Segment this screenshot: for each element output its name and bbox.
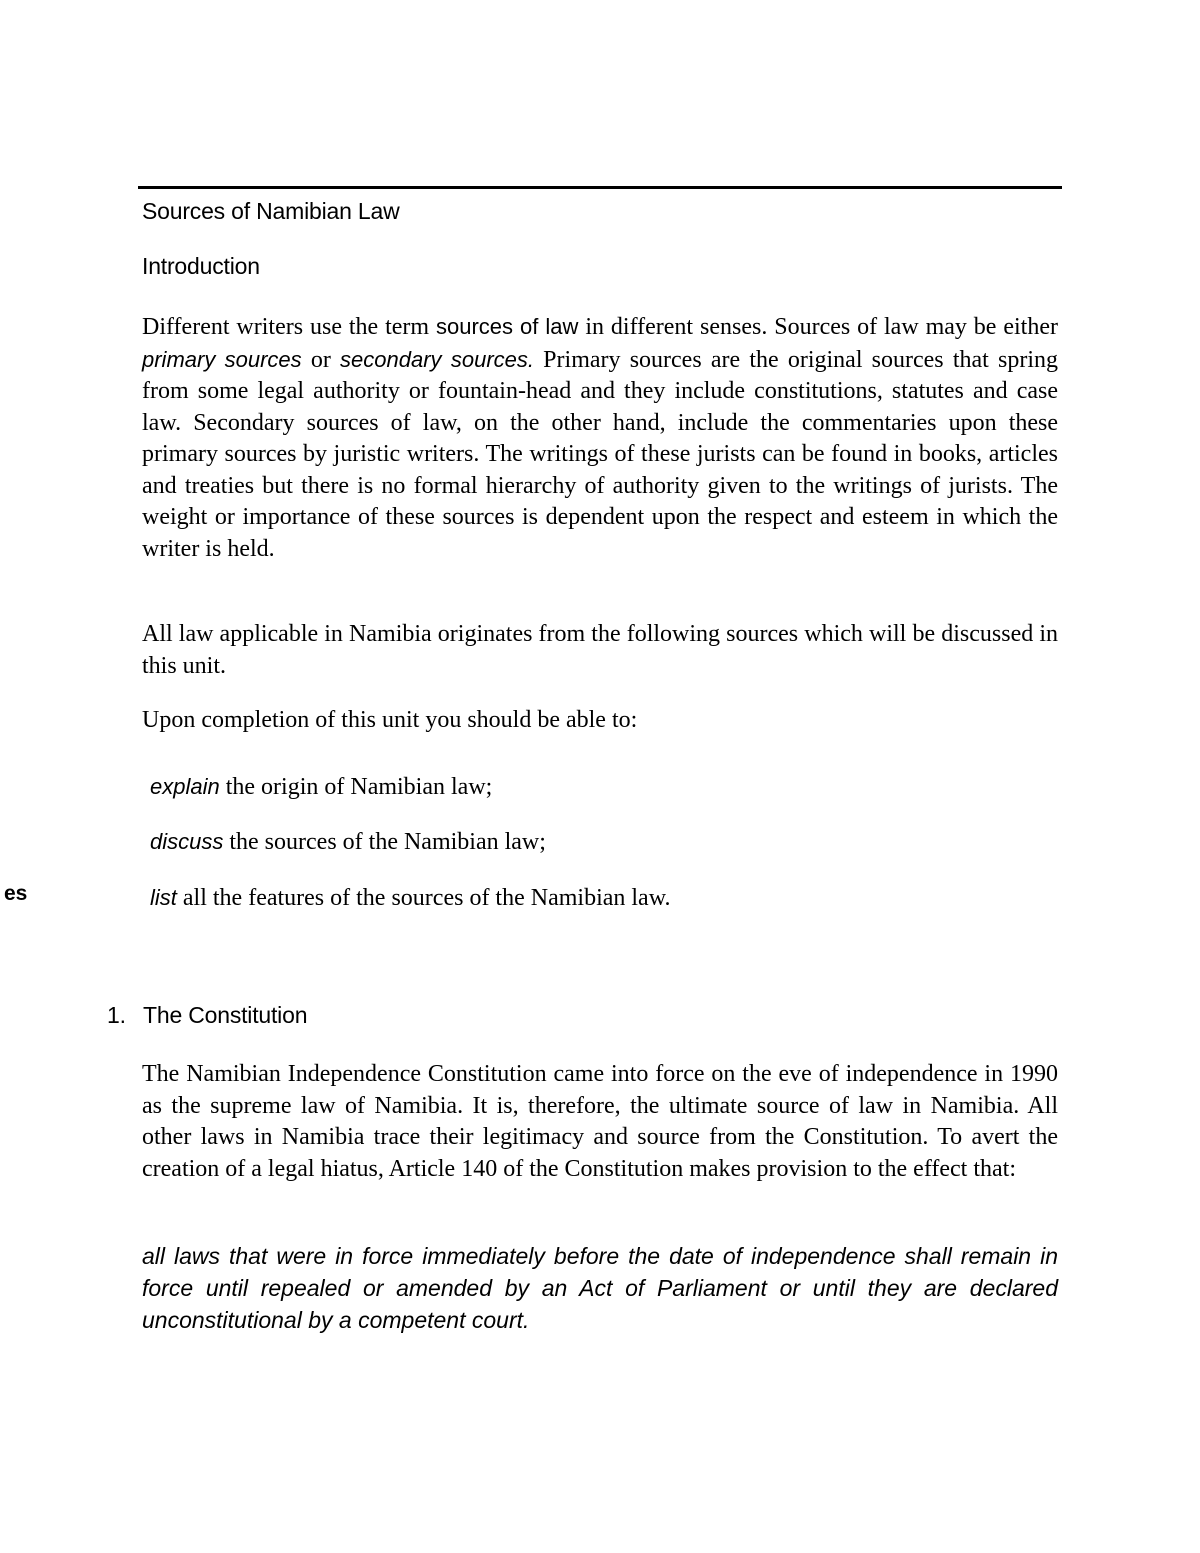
- margin-text-fragment: es: [4, 882, 28, 905]
- constitution-paragraph: The Namibian Independence Constitution came into force on the eve of independence in 1990 as the supreme law of Namibia. It is, therefore, the ultimate source of law in Namibia. All other laws in Namibia trace their legitimacy and source from the Constitution. To avert the creation of a legal hiatus, Article 140 of the Constitution makes provision to the effect that:: [142, 1061, 1058, 1182]
- outcome-item: [150, 771, 492, 803]
- section-title: The Constitution: [143, 1002, 308, 1028]
- outcome-text: all the features of the sources of the Namibian law.: [176, 885, 671, 911]
- document-title: Sources of Namibian Law: [142, 198, 400, 224]
- intro-paragraph: [142, 311, 1058, 565]
- term-secondary-sources: secondary sources.: [340, 346, 534, 372]
- outcome-item: [150, 882, 670, 914]
- intro-text-1: Different writers use the term: [142, 314, 436, 340]
- all-law-paragraph: All law applicable in Namibia originates from the following sources which will be discussed in this unit.: [142, 621, 1058, 679]
- intro-text-3: or: [301, 346, 341, 373]
- upon-completion-paragraph: Upon completion of this unit you should be able to:: [142, 707, 638, 733]
- introduction-heading: Introduction: [142, 253, 260, 279]
- outcome-item: [150, 826, 546, 858]
- header-rule: [138, 186, 1062, 189]
- outcome-verb: list: [150, 885, 177, 910]
- outcome-verb: explain: [150, 774, 220, 799]
- article-140-quote: all laws that were in force immediately before the date of independence shall remain in force until repealed or amended by an Act of Parliament or until they are declared unconstitutional by a competent court.: [142, 1243, 1058, 1333]
- outcome-text: the origin of Namibian law;: [219, 774, 493, 800]
- intro-text-2: in different senses. Sources of law may be either: [578, 314, 1058, 340]
- intro-text-4: Primary sources are the original sources that spring from some legal authority or fountain-head and they include constitutions, statutes and case law. Secondary sources of law, on the other hand, include the commentaries upon these primary sources by juristic writers. The writings of these jurists can be found in books, articles and treaties but there is no formal hierarchy of authority given to the writings of jurists. The weight or importance of these sources is dependent upon the respect and esteem in which the writer is held.: [142, 346, 1059, 562]
- term-primary-sources: primary sources: [142, 346, 302, 372]
- constitution-heading: [107, 1002, 307, 1029]
- outcome-verb: discuss: [150, 829, 224, 854]
- term-sources-of-law: sources of law: [435, 314, 579, 339]
- section-number: 1.: [107, 1002, 126, 1028]
- outcome-text: the sources of the Namibian law;: [223, 829, 546, 855]
